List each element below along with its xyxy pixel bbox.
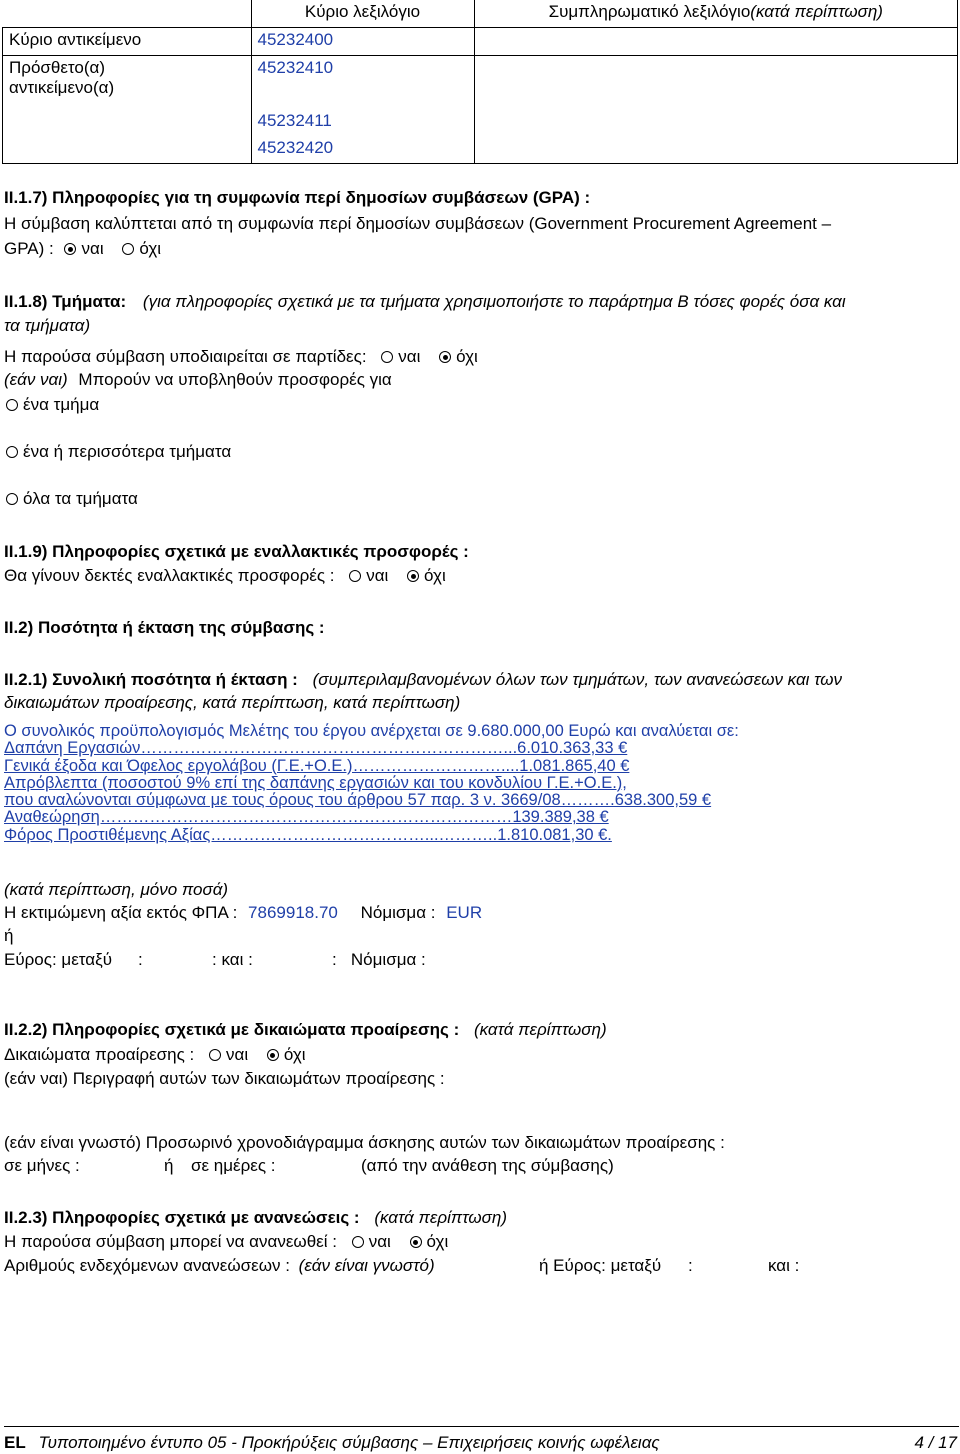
variants-no-radio[interactable] xyxy=(407,570,419,582)
estimate-value: 7869918.70 xyxy=(248,903,338,922)
budget-breakdown xyxy=(4,723,739,844)
currency-value: EUR xyxy=(446,903,483,922)
budget-line: που αναλώνονται σύμφωνα με τους όρους του άρθρου 57 παρ. 3 ν. 3669/08……….638.300,59 € xyxy=(4,791,712,810)
budget-line: Γενικά έξοδα και Όφελος εργολάβου (Γ.Ε.+Ο.Ε.)………………………....1.081.865,40 € xyxy=(4,756,630,775)
renewal-question: Η παρούσα σύμβαση μπορεί να ανανεωθεί : ναι όχι xyxy=(4,1232,449,1251)
gpa-yes-radio[interactable] xyxy=(64,243,76,255)
budget-line: Αναθεώρηση…………………………………………………………………139.389,38 € xyxy=(4,808,609,827)
options-from: (από την ανάθεση της σύμβασης) xyxy=(361,1156,614,1175)
budget-line: Ο συνολικός προϋπολογισμός Μελέτης του έργου ανέρχεται σε 9.680.000,00 Ευρώ και αναλύεται σε: xyxy=(4,722,739,740)
cpv-extra-code: 45232410 xyxy=(251,56,474,84)
options-yes-radio[interactable] xyxy=(209,1049,221,1061)
options-months: σε μήνες : xyxy=(4,1156,80,1175)
cpv-extra-label: Πρόσθετο(α) αντικείμενο(α) xyxy=(3,56,252,164)
section-223-line1: ΙΙ.2.3) Πληροφορίες σχετικά με ανανεώσεις : (κατά περίπτωση) xyxy=(4,1208,507,1227)
options-or: ή xyxy=(164,1156,174,1175)
section-heading-117: ΙΙ.1.7) Πληροφορίες για τη συμφωνία περί δημοσίων συμβάσεων (GPA) : xyxy=(4,188,591,207)
section-heading-22: ΙΙ.2) Ποσότητα ή έκταση της σύμβασης : xyxy=(4,618,325,637)
budget-line: Απρόβλεπτα (ποσοστού 9% επί της δαπάνης εργασιών και του κονδυλίου Γ.Ε.+Ο.Ε.), xyxy=(4,773,627,792)
page-footer xyxy=(4,1426,959,1453)
footer-title: Τυποποιημένο έντυπο 05 - Προκήρύξεις σύμβασης – Επιχειρήσεις κοινής ωφέλειας xyxy=(38,1433,660,1452)
section-heading-119: ΙΙ.1.9) Πληροφορίες σχετικά με εναλλακτικές προσφορές : xyxy=(4,542,469,561)
section-221-line1: ΙΙ.2.1) Συνολική ποσότητα ή έκταση : (συμπεριλαμβανομένων όλων των τμημάτων, των ανανεώσεων και των xyxy=(4,670,843,689)
gpa-text: Η σύμβαση καλύπτεται από τη συμφωνία περί δημοσίων συμβάσεων (Government Procurement Agreement – xyxy=(4,214,832,233)
renewal-yes-radio[interactable] xyxy=(352,1236,364,1248)
footer-page: 4 / 17 xyxy=(914,1433,957,1452)
variants-yes-radio[interactable] xyxy=(349,570,361,582)
cpv-header-main: Κύριο λεξιλόγιο xyxy=(251,0,474,28)
renewal-count-line: Αριθμούς ενδεχόμενων ανανεώσεων : (εάν είναι γνωστό) xyxy=(4,1256,435,1275)
budget-line: Φόρος Προστιθέμενης Αξίας…………………………………...………..1.810.081,30 €. xyxy=(4,825,612,844)
cpv-main-code: 45232400 xyxy=(251,28,474,56)
lots-question: Η παρούσα σύμβαση υποδιαιρείται σε παρτίδες: ναι όχι xyxy=(4,347,478,366)
lots-yes-radio[interactable] xyxy=(381,351,393,363)
only-amounts-note: (κατά περίπτωση, μόνο ποσά) xyxy=(4,880,229,899)
bids-for-line: (εάν ναι) Μπορούν να υποβληθούν προσφορές για xyxy=(4,370,392,389)
estimate-line: Η εκτιμώμενη αξία εκτός ΦΠΑ : 7869918.70 Νόμισμα : EUR xyxy=(4,903,483,922)
section-118-note: τα τμήματα) xyxy=(4,316,91,335)
section-heading-223: ΙΙ.2.3) Πληροφορίες σχετικά με ανανεώσεις : xyxy=(4,1208,360,1227)
cpv-table xyxy=(2,0,958,164)
bids-option-several: ένα ή περισσότερα τμήματα xyxy=(0,442,231,462)
bids-one-radio[interactable] xyxy=(6,399,18,411)
footer-lang: EL xyxy=(4,1433,26,1452)
bids-several-radio[interactable] xyxy=(6,446,18,458)
options-schedule: (εάν είναι γνωστό) Προσωρινό χρονοδιάγραμμα άσκησης αυτών των δικαιωμάτων προαίρεσης : xyxy=(4,1133,725,1152)
gpa-no-radio[interactable] xyxy=(122,243,134,255)
section-heading-221: ΙΙ.2.1) Συνολική ποσότητα ή έκταση : xyxy=(4,670,298,689)
renewal-range: ή Εύρος: μεταξύ xyxy=(539,1256,662,1275)
cpv-extra-code: 45232420 xyxy=(251,136,474,164)
renewal-range-colon: : xyxy=(688,1256,693,1275)
cpv-main-label: Κύριο αντικείμενο xyxy=(3,28,252,56)
section-heading-118: ΙΙ.1.8) Τμήματα: xyxy=(4,292,127,311)
section-221-note: δικαιωμάτων προαίρεσης, κατά περίπτωση, κατά περίπτωση) xyxy=(4,693,461,712)
bids-all-radio[interactable] xyxy=(6,493,18,505)
range-label: Εύρος: μεταξύ xyxy=(4,950,112,969)
section-heading-222: ΙΙ.2.2) Πληροφορίες σχετικά με δικαιώματα προαίρεσης : xyxy=(4,1020,460,1039)
variants-question: Θα γίνουν δεκτές εναλλακτικές προσφορές : ναι όχι xyxy=(4,566,446,585)
range-currency: : Νόμισμα : xyxy=(332,950,426,969)
options-description: (εάν ναι) Περιγραφή αυτών των δικαιωμάτων προαίρεσης : xyxy=(4,1069,445,1088)
bids-option-all: όλα τα τμήματα xyxy=(0,489,138,509)
options-question: Δικαιώματα προαίρεσης : ναι όχι xyxy=(4,1045,306,1064)
renewal-no-radio[interactable] xyxy=(410,1236,422,1248)
options-days: σε ημέρες : xyxy=(191,1156,276,1175)
budget-line: Δαπάνη Εργασιών…………………………………………………………...6.010.363,33 € xyxy=(4,739,628,758)
renewal-and: και : xyxy=(768,1256,800,1275)
gpa-question: GPA) : ναι όχι xyxy=(4,239,162,258)
lots-no-radio[interactable] xyxy=(439,351,451,363)
bids-option-one: ένα τμήμα xyxy=(0,395,99,415)
or-label: ή xyxy=(4,926,14,945)
section-222-line1: ΙΙ.2.2) Πληροφορίες σχετικά με δικαιώματα προαίρεσης : (κατά περίπτωση) xyxy=(4,1020,607,1039)
options-no-radio[interactable] xyxy=(267,1049,279,1061)
section-118-line1: ΙΙ.1.8) Τμήματα: (για πληροφορίες σχετικά με τα τμήματα χρησιμοποιήστε το παράρτημα Β τόσες φορές όσα και xyxy=(4,292,846,311)
range-and: : και : xyxy=(212,950,253,969)
cpv-header-supp: Συμπληρωματικό λεξιλόγιο(κατά περίπτωση) xyxy=(474,0,958,28)
range-colon: : xyxy=(138,950,143,969)
cpv-extra-code: 45232411 xyxy=(251,83,474,136)
